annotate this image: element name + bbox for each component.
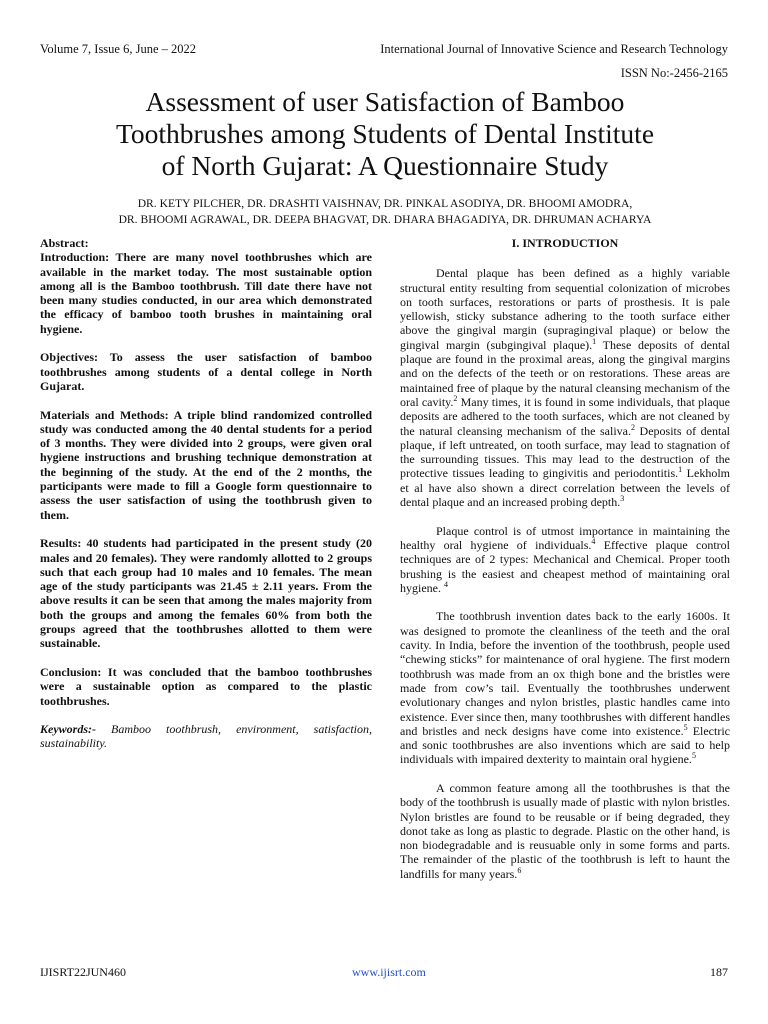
citation-superscript: 4 [444, 579, 448, 589]
paper-title [40, 86, 730, 182]
author-list [40, 196, 730, 228]
introduction-paragraph [400, 524, 730, 595]
introduction-heading: I. INTRODUCTION [511, 236, 619, 250]
paragraph-text: Lekholm et al have also shown a direct correlation between the levels of dental plaque and an increased probing depth. [400, 466, 730, 510]
volume-info: Volume 7, Issue 6, June – 2022 [40, 42, 197, 56]
journal-link[interactable]: www.ijisrt.com [352, 965, 426, 979]
paragraph-text: Many times, it is found in some individuals, that plaque deposits are adhered to the tooth surfaces, which are not cleaned by the natural cleansing mechanism of the saliva. [400, 394, 731, 438]
journal-name: International Journal of Innovative Science and Research Technology [380, 42, 728, 56]
introduction-body [400, 266, 730, 881]
article-id: IJISRT22JUN460 [40, 965, 126, 979]
paragraph-text: Deposits of dental plaque, if left untreated, on tooth surface, may lead to stagnation of the surrounding tissues. This may lead to the destruction of the protective tissues leading to gingivitis and periodontitis. [400, 423, 730, 481]
abstract-methods: Materials and Methods: A triple blind randomized controlled study was conducted among the 40 dental students for a period of 3 months. They were divided into 2 groups, were given oral hygiene instructions and brushing technique demonstration at the beginning of the study. At the end of the 2 months, the participants were made to fill a Google form questionnaire to assess the user satisfaction of using the toothbrush given to them. [40, 407, 372, 522]
abstract-conclusion: Conclusion: It was concluded that the bamboo toothbrushes were a sustainable option as compared to the plastic toothbrushes. [40, 664, 372, 708]
introduction-paragraph [400, 781, 730, 881]
introduction-paragraph [400, 609, 730, 766]
paragraph-text: Dental plaque has been defined as a highly variable structural entity resulting from sequential colonization of microbes on tooth surfaces, restorations or parts of prosthesis. It is pale yellowish, sticky substance adhering to the tooth surface either above the gingival margin (supragingival plaque) or below the gingival margin (subgingival plaque). [400, 266, 730, 352]
abstract-heading: Abstract: [40, 236, 89, 250]
citation-superscript: 4 [591, 536, 596, 546]
keywords [40, 722, 372, 751]
keywords-text: Bamboo toothbrush, environment, satisfaction, sustainability. [40, 722, 372, 751]
introduction-column [400, 236, 730, 895]
introduction-paragraph [400, 266, 730, 509]
abstract-introduction: Introduction: There are many novel toothbrushes which are available in the market today. The most sustainable option among all is the Bamboo toothbrush. Till date there have not been many studies conducted, in our area which demonstrated the efficacy of bamboo tooth brushes in maintaining oral hygiene. [40, 250, 372, 336]
paragraph-text: A common feature among all the toothbrushes is that the body of the toothbrush is usually made of plastic with nylon bristles. Nylon bristles are found to be reusable or if being degraded, they donot take as long as plastic to degrade. Plastic on the other hand, is non biodegradable and is reusuable only in some forms and parts. The remainder of the plastic of the toothbrush is left to haunt the landfills for many years. [400, 780, 730, 881]
citation-superscript: 2 [453, 393, 458, 403]
citation-superscript: 1 [678, 465, 683, 475]
author-line: DR. BHOOMI AGRAWAL, DR. DEEPA BHAGVAT, DR. DHARA BHAGADIYA, DR. DHRUMAN ACHARYA [118, 213, 652, 226]
citation-superscript: 5 [683, 722, 688, 732]
citation-superscript: 1 [592, 336, 597, 346]
issn: ISSN No:-2456-2165 [620, 66, 728, 80]
citation-superscript: 2 [630, 422, 635, 432]
paragraph-text: Plaque control is of utmost importance in maintaining the healthy oral hygiene of individuals. [400, 523, 730, 552]
paragraph-text: Effective plaque control techniques are of 2 types: Mechanical and Chemical. Proper tooth brushing is the easiest and cheapest method of maintaining oral hygiene. [400, 537, 730, 595]
citation-superscript: 5 [691, 751, 696, 761]
paragraph-text: The toothbrush invention dates back to the early 1600s. It was designed to promote the cleanliness of the teeth and the oral cavity. In India, before the invention of the toothbrush, people used “chewing sticks” for maintenance of oral hygiene. The first modern toothbrush was made from an ox thigh bone and the bristles were made from cow’s tail. Eventually the toothbrushes underwent evolutionary changes and nylon bristles, plastic handles came into existence. Ever since then, many toothbrushes with different handles and bristles and neck designs have come into existence. [400, 609, 730, 738]
author-line: DR. KETY PILCHER, DR. DRASHTI VAISHNAV, DR. PINKAL ASODIYA, DR. BHOOMI AMODRA, [137, 197, 633, 210]
title-line: Assessment of user Satisfaction of Bamboo [145, 86, 625, 117]
abstract-column [40, 236, 372, 765]
abstract-results: Results: 40 students had participated in the present study (20 males and 20 females). They were randomly allotted to 2 groups such that each group had 10 males and 10 females. The mean age of the study participants was 21.45 ± 2.11 years. From the above results it can be seen that among the males majority from both the groups and among the females 60% from both the groups agreed that the toothbrushes allotted to them were sustainable. [40, 536, 372, 651]
title-line: Toothbrushes among Students of Dental Institute [115, 118, 655, 149]
abstract-objectives: Objectives: To assess the user satisfaction of bamboo toothbrushes among students of a dental college in North Gujarat. [40, 350, 372, 393]
citation-superscript: 6 [517, 865, 522, 875]
citation-superscript: 3 [620, 494, 625, 504]
paragraph-text: Electric and sonic toothbrushes are also inventions which are said to help individuals with impaired dexterity to maintain oral hygiene. [400, 723, 731, 767]
keywords-label: Keywords:- [40, 722, 96, 737]
title-line: of North Gujarat: A Questionnaire Study [161, 150, 609, 181]
page-number: 187 [710, 965, 728, 979]
paragraph-text: These deposits of dental plaque are found in the proximal areas, along the gingival margins and on the defects of the teeth or on restorations. These areas are maintained free of plaque by the natural cleansing mechanism of the oral cavity. [400, 337, 731, 409]
